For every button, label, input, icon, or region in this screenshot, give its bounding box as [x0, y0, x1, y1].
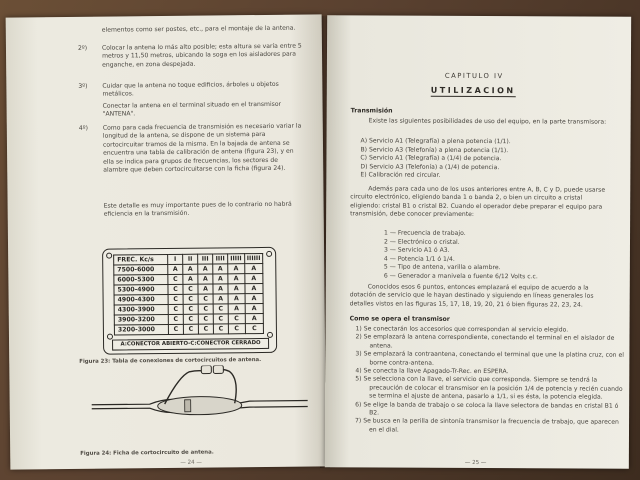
cell: A [198, 274, 213, 284]
chapter-title: UTILIZACION [430, 85, 516, 96]
cell: C [198, 314, 213, 324]
cell: C [168, 294, 183, 304]
range-cell: 4900-4300 [114, 294, 168, 305]
cell: C [183, 294, 198, 304]
step-item: 6) Se elige la banda de trabajo o se coloca la llave selectora de bandas en cristal B1 ó B2. [355, 401, 619, 417]
paragraph-text: Además para cada uno de los usos anteriores entre A, B, C y D, puede usarse circuito electrónico, eligiendo banda 1 o banda 2, o bien un circuito a cristal eligiendo: cristal B1 o cristal B2. Cuando el operador debe preparar el equipo para transmisión, debe conocer previamente: [350, 185, 606, 219]
mount-hole [106, 253, 112, 259]
item-text: Como para cada frecuencia de transmisión es necesario variar la longitud de la antena, se dispone de un sistema para cortocircuitar tramos de la misma. En la bajada de antena se encuentra una tabla de calibración de antena (figura 23), y en ella se indica para grupos de frecuencias, los sectores de alambre que deben cortocircuitarse con la ficha (figura 24). [102, 122, 302, 174]
cell: A [244, 273, 263, 283]
cell: C [168, 274, 183, 284]
cell: A [213, 274, 228, 284]
right-page [325, 15, 631, 469]
cell: A [244, 283, 263, 293]
cell: A [245, 303, 264, 313]
item-text: Cuidar que la antena no toque edificios, árboles u objetos metálicos. [102, 80, 279, 99]
cell: A [213, 294, 228, 304]
list-item: A) Servicio A1 (Telegrafía) a plena potencia (1/1). [360, 137, 511, 146]
cell: A [244, 263, 263, 273]
cell: A [198, 284, 213, 294]
list-item: 2 — Electrónico o cristal. [383, 238, 460, 246]
list-item: D) Servicio A3 (Telefonía) a (1/4) de potencia. [360, 162, 500, 171]
cell: A [245, 293, 264, 303]
list-item: C) Servicio A1 (Telegrafía) a (1/4) de potencia. [360, 154, 502, 163]
table-row [114, 323, 263, 335]
header-cell: III [198, 254, 213, 264]
cell: C [183, 284, 198, 294]
section-heading-transmision: Transmisión [350, 107, 393, 115]
cell: C [168, 324, 183, 334]
cell: A [228, 284, 245, 294]
cell: C [245, 323, 264, 333]
step-item: 1) Se conectarán los accesorios que correspondan al servicio elegido. [355, 325, 569, 334]
range-cell: 3200-3000 [114, 324, 168, 335]
top-continued-text: elementos como ser postes, etc., para el montaje de la antena. [101, 24, 296, 34]
item-number: 3º) [78, 82, 88, 90]
step-item: 4) Se conecta la llave Apagado-Tr-Rec. en ESPERA. [355, 367, 509, 376]
step-item: 2) Se emplazará la antena correspondiente, conectando el terminal en el aislador de antena. [355, 333, 615, 350]
cell: C [213, 324, 228, 334]
header-cell: IIIIII [244, 253, 263, 263]
header-cell: IIII [213, 254, 228, 264]
cell: C [228, 324, 245, 334]
cell: C [168, 314, 183, 324]
cell: C [198, 304, 213, 314]
cell: C [228, 314, 245, 324]
range-cell: 6000-5300 [114, 274, 168, 285]
mount-hole [266, 251, 272, 257]
shorting-plug-illustration [89, 365, 310, 447]
list-item: 3 — Servicio A1 ó A3. [383, 246, 450, 254]
cell: C [213, 314, 228, 324]
chapter-heading: CAPITULO IV [444, 71, 504, 81]
figure-23-caption: Figura 23: Tabla de conexiones de cortocircuitos de antena. [79, 357, 262, 365]
left-page [6, 14, 327, 469]
step-item: 7) Se busca en la perilla de sintonía transmisor la frecuencia de trabajo, que aparecen en el dial. [355, 417, 619, 434]
cell: C [168, 304, 183, 314]
cell: C [183, 304, 198, 314]
range-cell: 7500-6000 [114, 264, 168, 275]
antenna-calibration-table [102, 247, 277, 355]
item-text: Conectar la antena en el terminal situado en el transmisor "ANTENA". [102, 100, 282, 119]
cell: C [183, 324, 198, 334]
cell: C [198, 324, 213, 334]
list-item: 5 — Tipo de antena, varilla o alambre. [383, 263, 501, 272]
cell: A [213, 284, 228, 294]
cell: A [198, 264, 213, 274]
item-number: 4º) [78, 124, 88, 132]
step-item: 3) Se emplazará la contraantena, conectando el terminal que une la platina cruz, con el borne contra-antena. [355, 350, 624, 367]
cell: C [213, 304, 228, 314]
frequency-table [113, 253, 264, 336]
cell: A [213, 264, 228, 274]
cell: A [228, 304, 245, 314]
cell: A [168, 264, 183, 274]
cell: A [228, 294, 245, 304]
note-text: Este detalle es muy importante pues de lo contrario no habrá eficiencia en la transmisión. [103, 200, 292, 219]
operation-steps [355, 325, 628, 436]
item-number: 2º) [77, 44, 88, 52]
header-cell: IIIII [228, 254, 245, 264]
cell: C [168, 284, 183, 294]
intro-text: Existe las siguientes posibilidades de uso del equipo, en la parte transmisora: [368, 117, 607, 126]
list-item: 4 — Potencia 1/1 ó 1/4. [383, 255, 455, 263]
list-item: B) Servicio A3 (Telefonía) a plena potencia (1/1). [360, 145, 509, 154]
table-footer-legend: A:CONECTOR ABIERTO-C:CONECTOR CERRADO [112, 338, 269, 351]
list-item: 6 — Generador a manivela o fuente 6/12 Volts c.c. [383, 272, 538, 280]
page-number: — 24 — [180, 459, 202, 466]
cell: A [183, 264, 198, 274]
item-text: Colocar la antena lo más alto posible; esta altura se varía entre 5 metros y 11,50 metros, ubicando la soga en los aisladores para enganche, en zona despejada. [101, 42, 302, 69]
header-cell: II [183, 254, 198, 264]
cell: C [183, 314, 198, 324]
header-cell: I [168, 254, 183, 264]
range-cell: 4300-3900 [114, 304, 168, 315]
range-cell: 5300-4900 [114, 284, 168, 295]
paragraph-text: Conocidos esos 6 puntos, entonces emplazará el equipo de acuerdo a la dotación de servicio que le hayan destinado y siguiendo en líneas generales los detalles vistos en las figuras 15, 17, 18, 19, 20, 21 ó bien figuras 22, 23, 24. [349, 283, 594, 309]
list-item: E) Calibración red circular. [360, 171, 441, 179]
list-item: 1 — Frecuencia de trabajo. [384, 229, 466, 237]
cell: A [245, 313, 264, 323]
services-list [360, 137, 510, 180]
section-heading-operacion: Como se opera el transmisor [349, 315, 450, 323]
range-cell: 3900-3200 [114, 314, 168, 325]
numbered-list [384, 230, 538, 282]
cell: A [228, 264, 245, 274]
header-cell: FREC. Kc/s [114, 254, 168, 265]
figure-24-caption: Figura 24: Ficha de cortocircuito de antena. [80, 449, 214, 457]
page-number: — 25 — [464, 459, 487, 467]
step-item: 5) Se selecciona con la llave, el servicio que corresponda. Siempre se tendrá la precaución de colocar el transmisor en la posición 1/4 de potencia y recién cuando se termina el ajuste de antena, pasarlo a 1/1, si es ésta, la potencia elegida. [355, 375, 623, 401]
cell: A [183, 274, 198, 284]
cell: A [228, 274, 245, 284]
cell: C [198, 294, 213, 304]
